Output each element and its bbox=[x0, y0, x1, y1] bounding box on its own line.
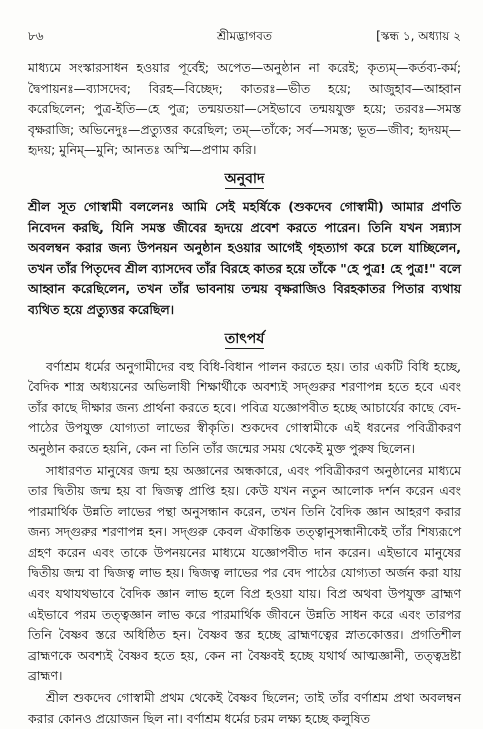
running-title: শ্রীমদ্ভাগবত bbox=[216, 29, 272, 43]
translation-heading: অনুবাদ bbox=[224, 170, 265, 187]
purport-paragraph: শ্রীল শুকদেব গোস্বামী প্রথম থেকেই বৈষ্ণব ছিলেন; তাই তাঁর বর্ণাশ্রম প্রথা অবলম্বন করার কোনও প্রয়োজন ছিল না। বর্ণাশ্রম ধর্মের চরম লক্ষ্য হচ্ছে কলুষিত bbox=[28, 690, 461, 726]
page-number: ৮৬ bbox=[28, 29, 44, 43]
purport-paragraph: বর্ণাশ্রম ধর্মের অনুগামীদের বহু বিধি-বিধান পালন করতে হয়। তার একটি বিধি হচ্ছে, বৈদিক শাস্ত্র অধ্যয়নের অভিলাষী শিক্ষার্থীকে অবশ্যই সদ্গুরুর শরণাপন্ন হতে হবে এবং তাঁর কাছে দীক্ষার জন্য প্রার্থনা করতে হবে। পবিত্র যজ্ঞোপবীত হচ্ছে আচার্যের কাছে বেদ-পাঠের উপযুক্ত যোগ্যতা লাভের স্বীকৃতি। শুকদেব গোস্বামীকে এই ধরনের পবিত্রীকরণ অনুষ্ঠান করতে হয়নি, কেন না তিনি তাঁর জন্মের সময় থেকেই মুক্ত পুরুষ ছিলেন। bbox=[28, 358, 461, 456]
synonyms-paragraph: মাধ্যমে সংস্কারসাধন হওয়ার পূর্বেই; অপেত—অনুষ্ঠান না করেই; কৃত্যম্—কর্তব্য-কর্ম; দ্বৈপায়নঃ—ব্যাসদেব; বিরহ—বিচ্ছেদ; কাতরঃ—ভীত হয়ে; আজুহাব—আহ্বান করেছিলেন; পুত্র-ইতি—হে পুত্র; তন্ময়তয়া—সেইভাবে তন্ময়যুক্ত হয়ে; তরবঃ—সমস্ত বৃক্ষরাজি; অভিনেদুঃ—প্রত্যুত্তর করেছিল; তম্—তাঁকে; সর্ব—সমস্ত; ভূত—জীব; হৃদয়ম্—হৃদয়; মুনিম্—মুনি; আনতঃ অস্মি—প্রণাম করি। bbox=[28, 60, 461, 158]
purport-body bbox=[28, 357, 461, 729]
purport-paragraph: সাধারণত মানুষের জন্ম হয় অজ্ঞানের অন্ধকারে, এবং পবিত্রীকরণ অনুষ্ঠানের মাধ্যমে তার দ্বিতীয় জন্ম হয় বা দ্বিজত্ব প্রাপ্তি হয়। কেউ যখন নতুন আলোক দর্শন করেন এবং পারমার্থিক উন্নতি লাভের পন্থা অনুসন্ধান করেন, তখন তিনি বৈদিক জ্ঞান আহরণ করার জন্য সদ্গুরুর শরণাপন্ন হন। সদ্গুরু কেবল ঐকান্তিক তত্ত্বানুসন্ধানীকেই তাঁর শিষ্যরূপে গ্রহণ করেন এবং তাকে উপনয়নের মাধ্যমে যজ্ঞোপবীত দান করেন। এইভাবে মানুষের দ্বিতীয় জন্ম বা দ্বিজত্ব লাভ হয়। দ্বিজত্ব লাভের পর বেদ পাঠের যোগ্যতা অর্জন করা যায় এবং যথাযথভাবে বৈদিক জ্ঞান লাভ হলে বিপ্র হওয়া যায়। বিপ্র অথবা উপযুক্ত ব্রাহ্মণ এইভাবে পরম তত্ত্বজ্ঞান লাভ করে পারমার্থিক জীবনে উন্নতি সাধন করে এবং তারপর তিনি বৈষ্ণব স্তরে অধিষ্ঠিত হন। বৈষ্ণব স্তর হচ্ছে ব্রাহ্মণত্বের স্নাতকোত্তর। প্রগতিশীল ব্রাহ্মণকে অবশ্যই বৈষ্ণব হতে হয়, কেন না বৈষ্ণবই হচ্ছে যথার্থ আত্মজ্ঞানী, তত্ত্বদ্রষ্টা ব্রাহ্মণ। bbox=[28, 462, 461, 684]
page-header bbox=[28, 28, 461, 46]
page-content bbox=[28, 58, 461, 729]
section-reference: [স্কন্ধ ১, অধ্যায় ২ bbox=[376, 29, 461, 43]
translation-paragraph: শ্রীল সূত গোস্বামী বললেনঃ আমি সেই মহর্ষিকে (শুকদেব গোস্বামী) আমার প্রণতি নিবেদন করছি, যিনি সমস্ত জীবের হৃদয়ে প্রবেশ করতে পারেন। তিনি যখন সন্ন্যাস অবলম্বন করার জন্য উপনয়ন অনুষ্ঠান হওয়ার আগেই গৃহত্যাগ করে চলে যাচ্ছিলেন, তখন তাঁর পিতৃদেব শ্রীল ব্যাসদেব তাঁর বিরহে কাতর হয়ে তাঁকে "হে পুত্র! হে পুত্র!" বলে আহ্বান করেছিলেন, তখন তাঁর ভাবনায় তন্ময় বৃক্ষরাজিও বিরহকাতর পিতার ব্যথায় ব্যথিত হয়ে প্রত্যুত্তর করেছিল। bbox=[28, 198, 461, 317]
purport-heading: তাৎপর্য bbox=[224, 330, 265, 347]
